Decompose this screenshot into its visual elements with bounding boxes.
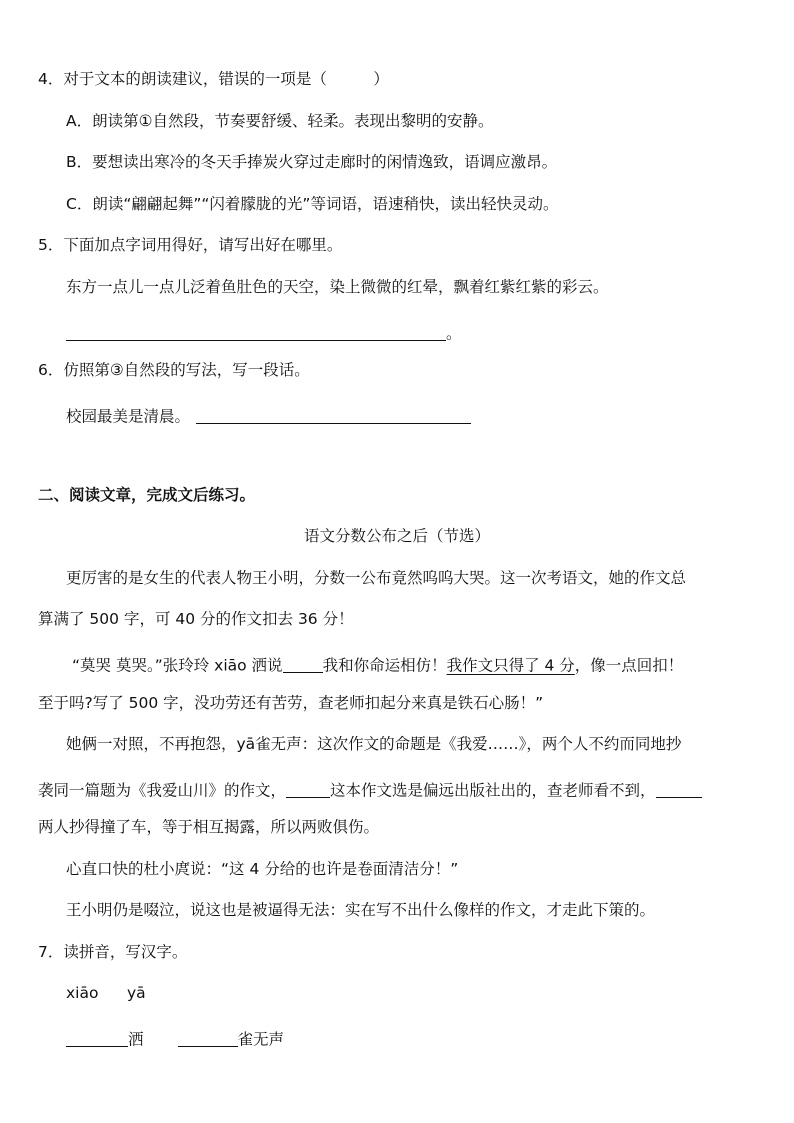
pinyin-2: yā [127, 984, 146, 1002]
question-4-stem: 4．对于文本的朗读建议，错误的一项是（ ） [38, 70, 389, 88]
passage-p2-line1 [72, 654, 683, 674]
passage-p3-line2 [38, 779, 702, 799]
question-5-sentence: 东方一点儿一点儿泛着鱼肚色的天空，染上微微的红晕，飘着红紫红紫的彩云。 [66, 278, 609, 296]
passage-title: 语文分数公布之后（节选） [303, 527, 490, 545]
question-4-option-b: B．要想读出寒冷的冬天手捧炭火穿过走廊时的闲情逸致，语调应激昂。 [66, 153, 558, 171]
passage-p1-line2: 算满了 500 字，可 40 分的作文扣去 36 分！ [38, 610, 354, 628]
question-6-prompt: 校园最美是清晨。 [66, 407, 191, 426]
passage-p2-line2: 至于吗?写了 500 字，没功劳还有苦劳，查老师扣起分来真是铁石心肠！” [38, 694, 544, 712]
passage-p4: 心直口快的杜小庹说：“这 4 分给的也许是卷面清洁分！” [66, 860, 459, 878]
passage-p1-line1: 更厉害的是女生的代表人物王小明，分数一公布竟然呜呜大哭。这一次考语文，她的作文总 [66, 569, 687, 587]
answer-blank [66, 324, 446, 341]
question-6-stem: 6．仿照第③自然段的写法，写一段话。 [38, 361, 310, 379]
passage-p5: 王小明仍是啜泣，说这也是被逼得无法：实在写不出什么像样的作文，才走此下策的。 [66, 901, 656, 919]
passage-p3-part-b: 这本作文选是偏远出版社出的，查老师看不到， [330, 781, 656, 800]
question-7-answer-line [66, 1028, 284, 1048]
punctuation-blank [283, 656, 323, 673]
answer-end-mark: 。 [446, 324, 462, 343]
punctuation-blank [656, 781, 702, 798]
passage-p2-part-b: 我和你命运相仿！ [322, 656, 447, 675]
question-6-prompt-line [66, 405, 471, 425]
answer-blank [66, 1030, 128, 1047]
passage-p3-line1: 她俩一对照，不再抱怨，yā雀无声：这次作文的命题是《我爱……》，两个人不约而同地抄 [66, 735, 682, 753]
word-1-tail: 洒 [128, 1030, 144, 1049]
passage-p3-part-a: 袭同一篇题为《我爱山川》的作文， [38, 781, 287, 800]
passage-p2-part-a: “莫哭 莫哭。”张玲玲 xiāo 洒说 [72, 656, 283, 675]
word-2-tail: 雀无声 [237, 1030, 285, 1049]
passage-p2-part-d: ，像一点回扣！ [574, 656, 684, 675]
answer-blank [178, 1030, 238, 1047]
question-7-stem: 7．读拼音，写汉字。 [38, 943, 188, 961]
answer-blank [196, 407, 471, 424]
passage-p3-line3: 两人抄得撞了车，等于相互揭露，所以两败俱伤。 [38, 818, 380, 836]
question-5-answer-line [66, 322, 462, 342]
punctuation-blank [286, 781, 330, 798]
pinyin-1: xiāo [66, 984, 99, 1002]
question-5-stem: 5．下面加点字词用得好，请写出好在哪里。 [38, 236, 343, 254]
question-4-option-a: A．朗读第①自然段，节奏要舒缓、轻柔。表现出黎明的安静。 [66, 112, 494, 130]
question-4-option-c: C．朗读“翩翩起舞”“闪着朦胧的光”等词语，语速稍快，读出轻快灵动。 [66, 195, 559, 213]
section-2-heading: 二、阅读文章，完成文后练习。 [38, 486, 256, 504]
passage-p2-underlined: 我作文只得了 4 分 [446, 656, 575, 675]
